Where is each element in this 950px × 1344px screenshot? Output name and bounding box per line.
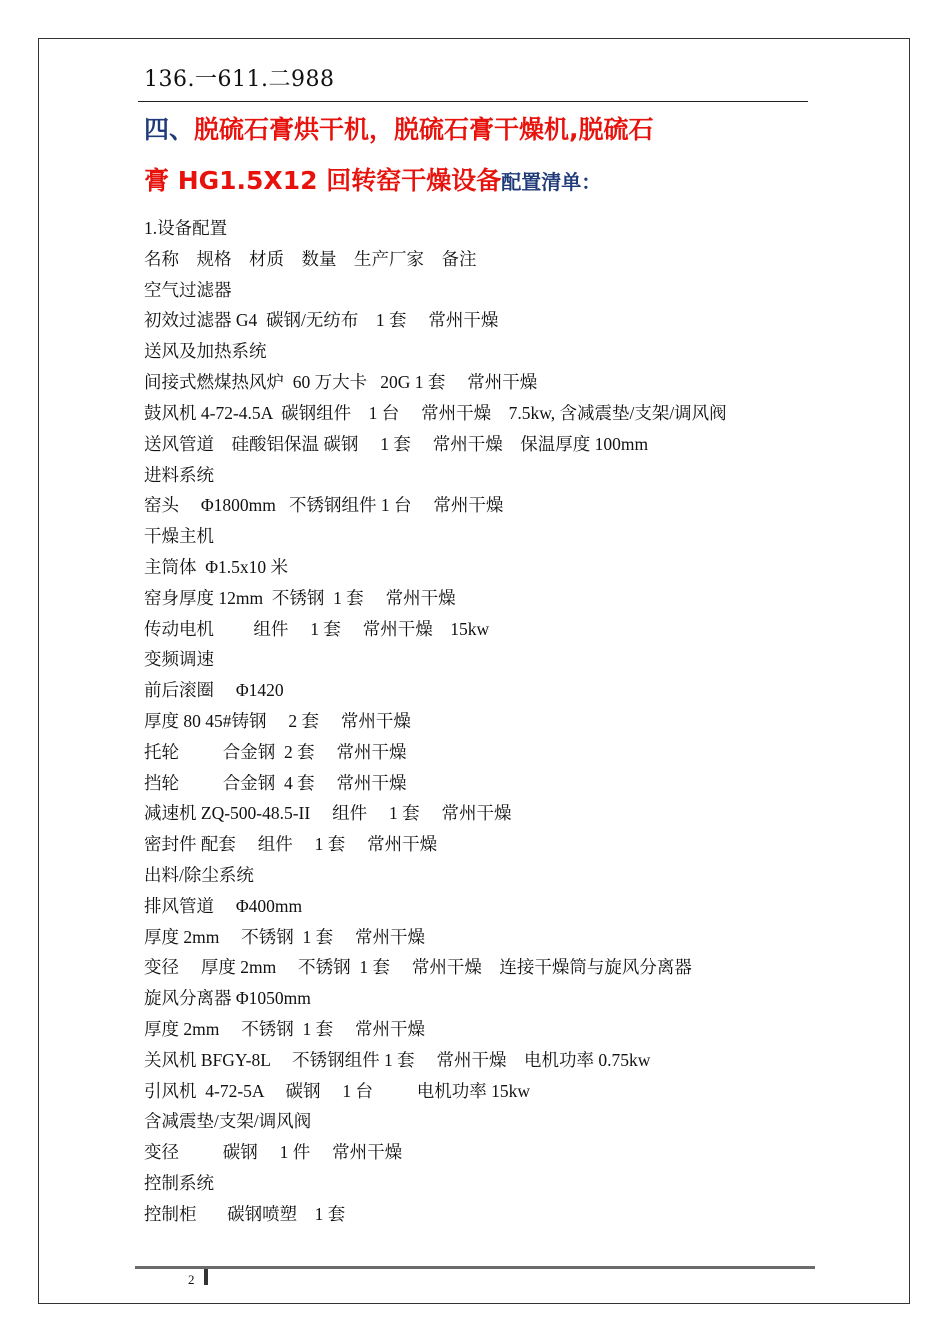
config-line: 旋风分离器 Φ1050mm (144, 988, 311, 1009)
config-line: 名称 规格 材质 数量 生产厂家 备注 (144, 248, 477, 269)
title-red-line1: 脱硫石膏烘干机，脱硫石膏干燥机,脱硫石 (194, 115, 654, 144)
config-line: 干燥主机 (144, 526, 214, 547)
config-line: 控制柜 碳钢喷塑 1 套 (144, 1203, 346, 1224)
title-prefix: 四、 (144, 115, 195, 144)
section-title (144, 106, 824, 208)
config-line: 间接式燃煤热风炉 60 万大卡 20G 1 套 常州干燥 (144, 371, 538, 392)
config-line: 进料系统 (144, 464, 214, 485)
config-line: 鼓风机 4-72-4.5A 碳钢组件 1 台 常州干燥 7.5kw, 含减震垫/支架/调风阀 (144, 402, 727, 423)
config-line: 初效过滤器 G4 碳钢/无纺布 1 套 常州干燥 (144, 310, 499, 331)
config-line: 前后滚圈 Φ1420 (144, 680, 284, 701)
config-line: 空气过滤器 (144, 279, 232, 300)
config-line: 出料/除尘系统 (144, 864, 254, 885)
config-line: 关风机 BFGY-8L 不锈钢组件 1 套 常州干燥 电机功率 0.75kw (144, 1049, 651, 1070)
config-line: 变频调速 (144, 649, 214, 670)
config-line: 排风管道 Φ400mm (144, 895, 303, 916)
config-line: 控制系统 (144, 1172, 214, 1193)
config-line: 减速机 ZQ-500-48.5-II 组件 1 套 常州干燥 (144, 803, 512, 824)
header-phone-text: 136.一611.二988 (144, 67, 335, 92)
footer-divider (135, 1266, 815, 1269)
title-red-line2: 膏 HG1.5X12 回转窑干燥设备 (144, 166, 502, 195)
config-line: 送风管道 硅酸铝保温 碳钢 1 套 常州干燥 保温厚度 100mm (144, 433, 649, 454)
config-line: 托轮 合金钢 2 套 常州干燥 (144, 741, 407, 762)
equipment-config-list (144, 213, 809, 1230)
config-line: 传动电机 组件 1 套 常州干燥 15kw (144, 618, 490, 639)
title-suffix: 配置清单： (501, 170, 602, 194)
config-line: 变径 厚度 2mm 不锈钢 1 套 常州干燥 连接干燥筒与旋风分离器 (144, 957, 692, 978)
config-line: 1.设备配置 (144, 218, 228, 238)
config-line: 送风及加热系统 (144, 341, 267, 362)
config-line: 密封件 配套 组件 1 套 常州干燥 (144, 834, 438, 855)
config-line: 含减震垫/支架/调风阀 (144, 1111, 312, 1132)
config-line: 挡轮 合金钢 4 套 常州干燥 (144, 772, 407, 793)
config-line: 主筒体 Φ1.5x10 米 (144, 556, 289, 577)
config-line: 变径 碳钢 1 件 常州干燥 (144, 1142, 403, 1163)
config-line: 厚度 2mm 不锈钢 1 套 常州干燥 (144, 926, 425, 947)
header-divider (138, 101, 808, 102)
page-number: 2 (188, 1272, 195, 1287)
config-line: 厚度 80 45#铸钢 2 套 常州干燥 (144, 710, 411, 731)
page-number-bar (204, 1269, 208, 1285)
config-line: 引风机 4-72-5A 碳钢 1 台 电机功率 15kw (144, 1080, 530, 1101)
config-line: 厚度 2mm 不锈钢 1 套 常州干燥 (144, 1018, 425, 1039)
config-line: 窑头 Φ1800mm 不锈钢组件 1 台 常州干燥 (144, 495, 504, 516)
config-line: 窑身厚度 12mm 不锈钢 1 套 常州干燥 (144, 587, 456, 608)
